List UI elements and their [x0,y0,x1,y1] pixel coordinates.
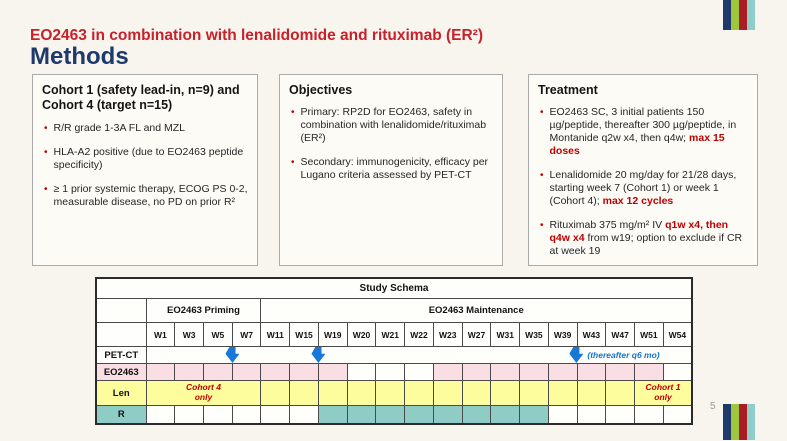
corner-cell [96,323,146,347]
week-header-cell: W5 [203,323,232,347]
eo2463-dose-cell [491,364,520,381]
bullet-icon: • [44,122,48,134]
len-dose-cell [318,381,347,406]
len-dose-cell [491,381,520,406]
objectives-box [279,74,503,266]
eo2463-dose-cell [433,364,462,381]
rituximab-dose-cell [405,406,434,425]
objectives-box-title: Objectives [289,83,353,97]
page-title: Methods [30,43,129,70]
bullet-text: R/R grade 1-3A FL and MZL [53,121,186,134]
eo2463-dose-cell [577,364,606,381]
page-number: 5 [710,401,716,412]
bullet-icon: • [44,183,48,195]
rituximab-dose-cell [606,406,635,425]
eo2463-dose-cell [318,364,347,381]
logo-stripe [723,0,731,30]
eo2463-dose-cell [290,364,319,381]
rituximab-dose-cell [548,406,577,425]
bullet-icon: • [540,107,544,119]
list-item [42,122,248,135]
bullet-icon: • [291,157,295,169]
len-dose-cell [261,381,290,406]
list-item [42,183,248,209]
down-arrow-icon [569,347,583,363]
phase-group-1: EO2463 Maintenance [261,299,692,323]
logo-stripe [747,404,755,440]
bullet-text: EO2463 SC, 3 initial patients 150 µg/peptide, thereafter 300 µg/peptide, in Montanide q2w x4, then q4w; max 15 doses [549,106,737,158]
slide-kicker: EO2463 in combination with lenalidomide and rituximab (ER²) [30,27,484,44]
rituximab-dose-cell [203,406,232,425]
eo2463-dose-cell [634,364,663,381]
rituximab-dose-cell [347,406,376,425]
len-dose-cell [290,381,319,406]
phase-group-0: EO2463 Priming [146,299,261,323]
bullet-icon: • [291,107,295,119]
row-label-petct: PET-CT [96,347,146,364]
study-schema-table [95,277,693,425]
row-label-rituximab: R [96,406,146,425]
logo-stripe [747,0,755,30]
petct-timeline [146,347,692,364]
cohort-box-title: Cohort 1 (safety lead-in, n=9) and Cohort 4 (target n=15) [42,83,240,113]
week-header-cell: W31 [491,323,520,347]
eo2463-dose-cell [261,364,290,381]
rituximab-dose-cell [290,406,319,425]
logo-stripe [731,0,739,30]
rituximab-dose-cell [146,406,175,425]
bullet-text: HLA-A2 positive (due to EO2463 peptide specificity) [53,145,244,171]
cohort1-note-cell [634,381,692,406]
bullet-icon: • [44,146,48,158]
week-header-cell: W23 [433,323,462,347]
list-item [289,106,493,145]
study-schema [95,277,693,425]
petct-followup-note: (thereafter q6 mo) [587,350,660,360]
week-header-cell: W27 [462,323,491,347]
week-header-cell: W51 [634,323,663,347]
rituximab-dose-cell [462,406,491,425]
bullet-text: Primary: RP2D for EO2463, safety in combination with lenalidomide/rituximab (ER²) [300,106,487,145]
treatment-box [528,74,758,266]
list-item [538,219,748,258]
week-header-cell: W15 [290,323,319,347]
rituximab-dose-cell [433,406,462,425]
cohort1-note: Cohort 1 only [645,382,681,402]
len-dose-cell [347,381,376,406]
week-header-cell: W47 [606,323,635,347]
bullet-text: Lenalidomide 20 mg/day for 21/28 days, starting week 7 (Cohort 1) or week 1 (Cohort 4); max 12 cycles [549,169,737,208]
list-item [538,106,748,158]
bullet-text: Secondary: immunogenicity, efficacy per Lugano criteria assessed by PET-CT [300,156,489,182]
brand-logo-top [723,0,755,30]
logo-stripe [731,404,739,440]
eo2463-dose-cell [203,364,232,381]
len-dose-cell [462,381,491,406]
eo2463-dose-cell [663,364,692,381]
row-label-len: Len [96,381,146,406]
rituximab-dose-cell [318,406,347,425]
week-header-cell: W20 [347,323,376,347]
rituximab-dose-cell [175,406,204,425]
rituximab-dose-cell [577,406,606,425]
row-label-eo2463: EO2463 [96,364,146,381]
rituximab-dose-cell [232,406,261,425]
schema-title: Study Schema [96,278,692,299]
logo-stripe [739,404,747,440]
treatment-box-title: Treatment [538,83,598,97]
corner-cell [96,299,146,323]
list-item [538,169,748,208]
week-header-cell: W1 [146,323,175,347]
down-arrow-icon [225,347,239,363]
eo2463-dose-cell [548,364,577,381]
week-header-cell: W11 [261,323,290,347]
down-arrow-icon [311,347,325,363]
bullet-icon: • [540,220,544,232]
cohort4-note-cell [146,381,261,406]
rituximab-dose-cell [261,406,290,425]
cohort-box [32,74,258,266]
len-dose-cell [405,381,434,406]
logo-stripe [723,404,731,440]
len-dose-cell [520,381,549,406]
rituximab-dose-cell [520,406,549,425]
len-dose-cell [577,381,606,406]
list-item [289,156,493,182]
len-dose-cell [376,381,405,406]
bullet-text: ≥ 1 prior systemic therapy, ECOG PS 0-2, measurable disease, no PD on prior R² [53,182,248,208]
week-header-cell: W7 [232,323,261,347]
week-header-cell: W39 [548,323,577,347]
len-dose-cell [606,381,635,406]
week-header-cell: W35 [520,323,549,347]
len-dose-cell [548,381,577,406]
eo2463-dose-cell [175,364,204,381]
week-header-cell: W19 [318,323,347,347]
rituximab-dose-cell [491,406,520,425]
eo2463-dose-cell [347,364,376,381]
eo2463-dose-cell [146,364,175,381]
rituximab-dose-cell [376,406,405,425]
brand-logo-bottom [723,404,755,440]
week-header-cell: W21 [376,323,405,347]
week-header-cell: W54 [663,323,692,347]
eo2463-dose-cell [462,364,491,381]
week-header-cell: W3 [175,323,204,347]
cohort4-note: Cohort 4 only [185,382,221,402]
week-header-cell: W22 [405,323,434,347]
bullet-text: Rituximab 375 mg/m² IV q1w x4, then q4w x4 from w19; option to exclude if CR at week 19 [549,219,743,258]
eo2463-dose-cell [606,364,635,381]
logo-stripe [739,0,747,30]
eo2463-dose-cell [520,364,549,381]
week-header-cell: W43 [577,323,606,347]
len-dose-cell [433,381,462,406]
rituximab-dose-cell [663,406,692,425]
eo2463-dose-cell [232,364,261,381]
eo2463-dose-cell [376,364,405,381]
bullet-icon: • [540,170,544,182]
rituximab-dose-cell [634,406,663,425]
list-item [42,146,248,172]
eo2463-dose-cell [405,364,434,381]
